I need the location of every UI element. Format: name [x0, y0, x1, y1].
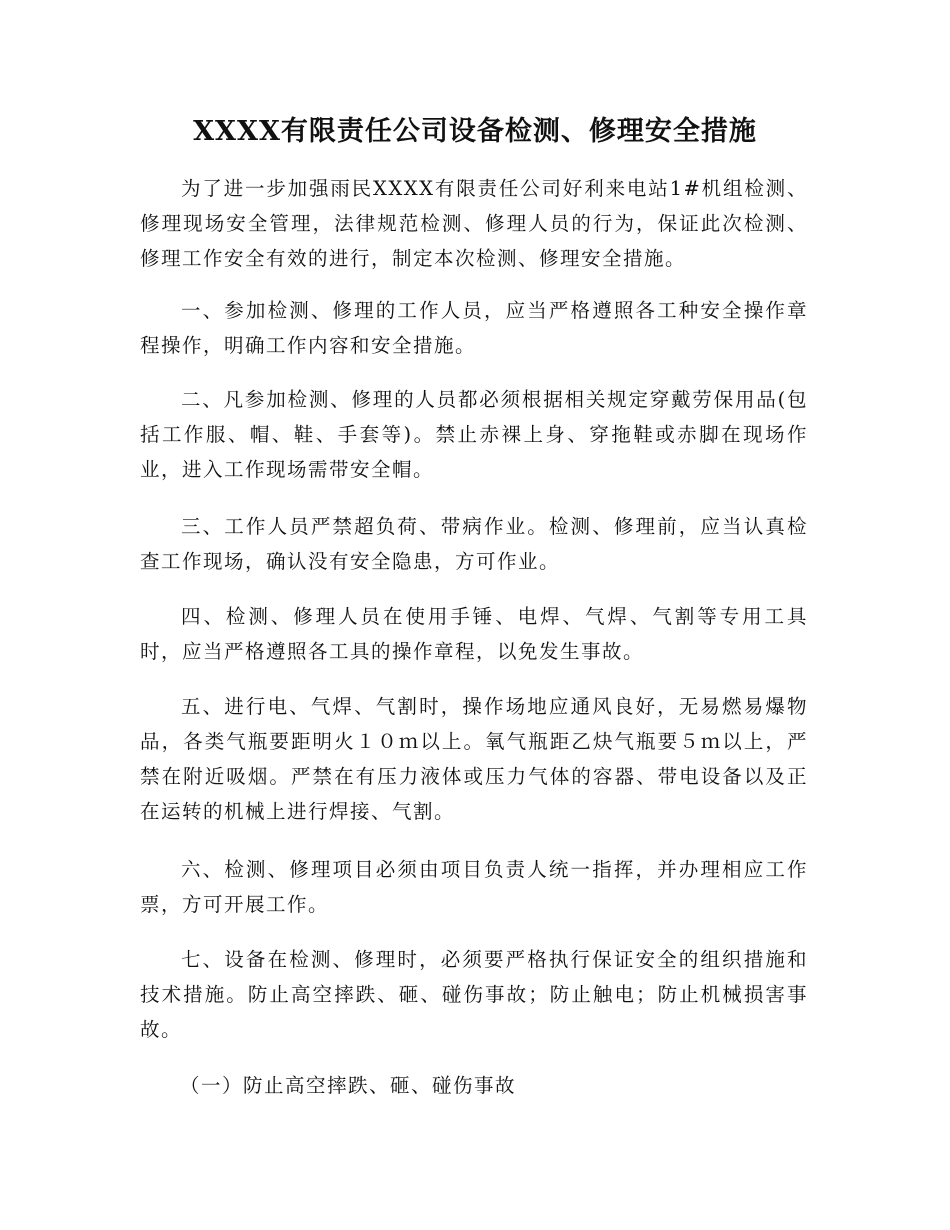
- paragraph-7: 七、设备在检测、修理时，必须要严格执行保证安全的组织措施和技术措施。防止高空摔跌、砸、碰伤事故；防止触电；防止机械损害事故。: [140, 948, 808, 1041]
- document-title: XXXX有限责任公司设备检测、修理安全措施: [193, 116, 757, 147]
- paragraph-3: 三、工作人员严禁超负荷、带病作业。检测、修理前，应当认真检查工作现场，确认没有安全隐患，方可作业。: [140, 515, 808, 573]
- paragraph-5: 五、进行电、气焊、气割时，操作场地应通风良好，无易燃易爆物品，各类气瓶要距明火１０ｍ以上。氧气瓶距乙炔气瓶要５ｍ以上，严禁在附近吸烟。严禁在有压力液体或压力气体的容器、带电设备以及正在运转的机械上进行焊接、气割。: [140, 695, 808, 823]
- subheading: （一）防止高空摔跌、砸、碰伤事故: [180, 1074, 517, 1097]
- paragraph-6: 六、检测、修理项目必须由项目负责人统一指挥，并办理相应工作票，方可开展工作。: [140, 858, 808, 916]
- intro-paragraph: 为了进一步加强雨民XXXX有限责任公司好利来电站1#机组检测、修理现场安全管理，法律规范检测、修理人员的行为，保证此次检测、修理工作安全有效的进行，制定本次检测、修理安全措施。: [140, 177, 808, 270]
- paragraph-4: 四、检测、修理人员在使用手锤、电焊、气焊、气割等专用工具时，应当严格遵照各工具的操作章程，以免发生事故。: [140, 605, 808, 663]
- paragraph-2: 二、凡参加检测、修理的人员都必须根据相关规定穿戴劳保用品(包括工作服、帽、鞋、手套等)。禁止赤裸上身、穿拖鞋或赤脚在现场作业，进入工作现场需带安全帽。: [140, 388, 808, 481]
- paragraph-1: 一、参加检测、修理的工作人员，应当严格遵照各工种安全操作章程操作，明确工作内容和安全措施。: [140, 299, 808, 357]
